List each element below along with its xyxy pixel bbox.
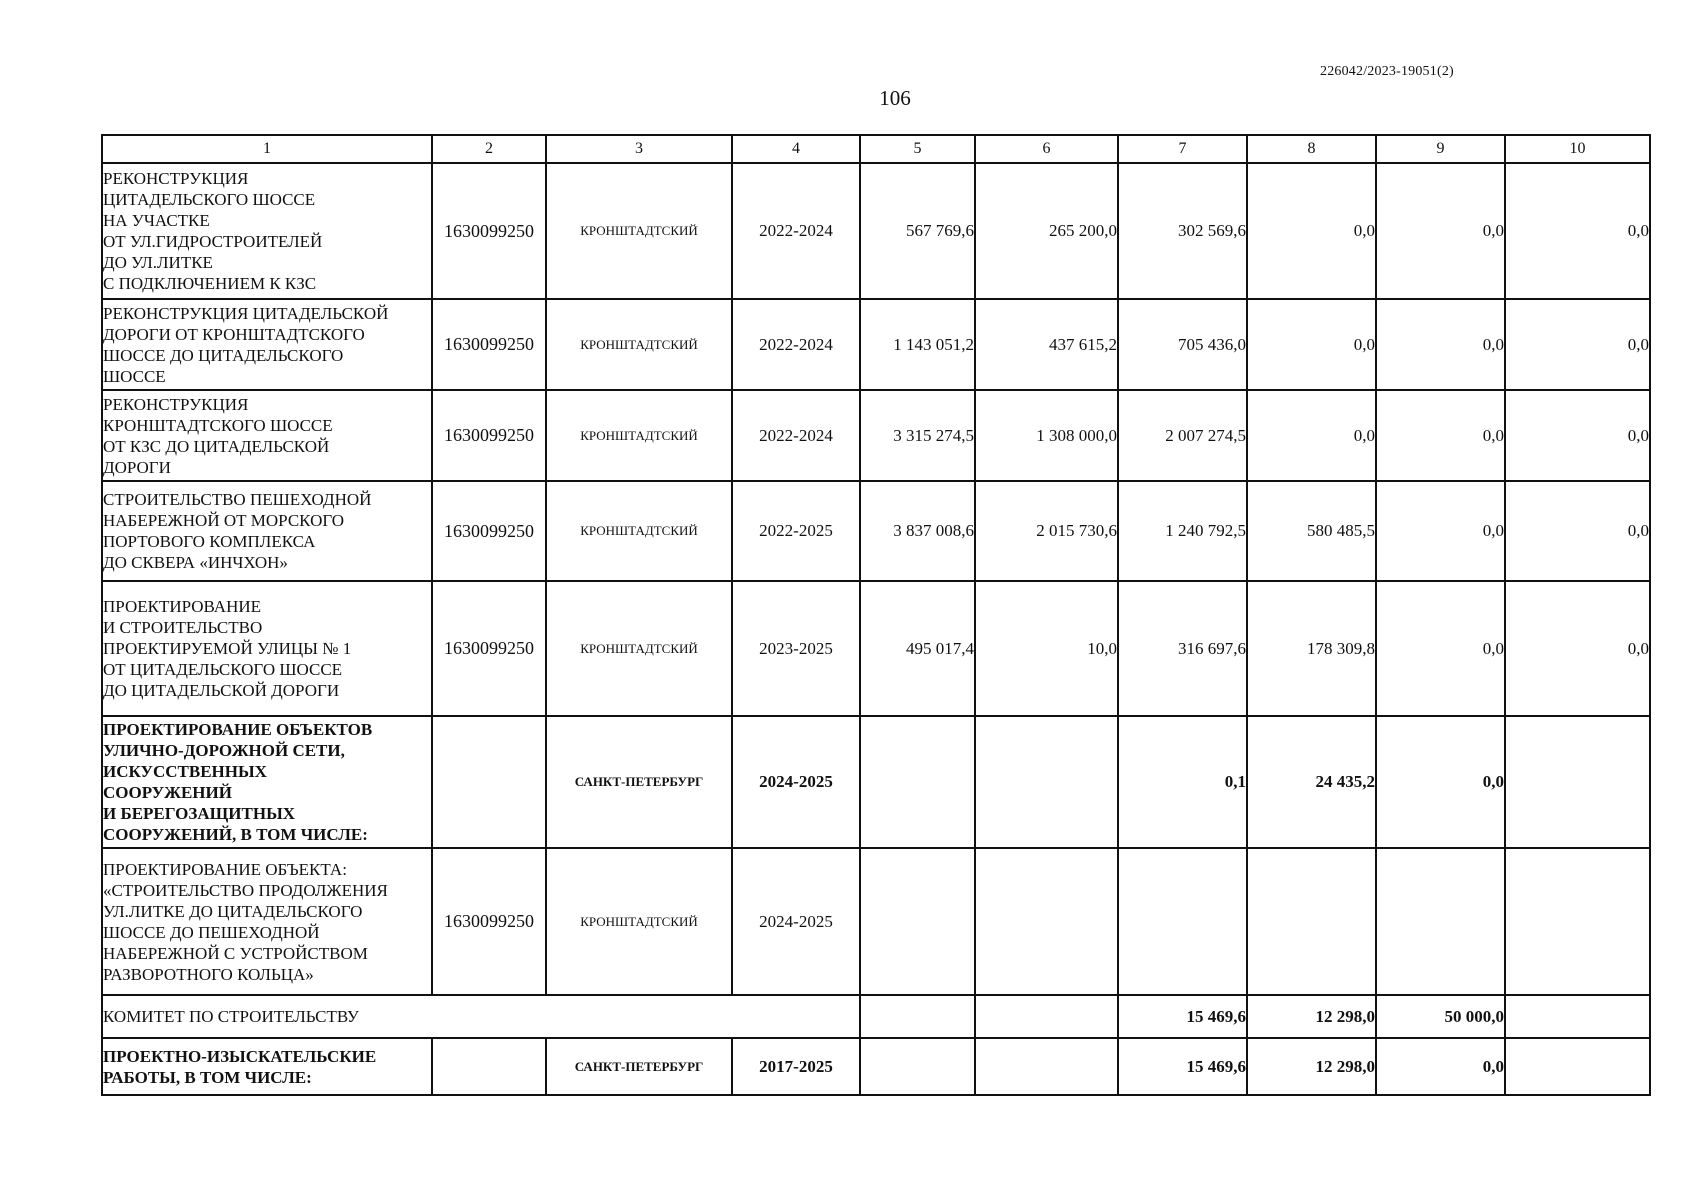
column-number: 5 <box>860 135 975 163</box>
column-number: 1 <box>102 135 432 163</box>
value-col-10: 0,0 <box>1505 163 1650 299</box>
budget-code: 1630099250 <box>432 581 546 716</box>
value-col-8 <box>1247 848 1376 995</box>
object-name: ПРОЕКТНО-ИЗЫСКАТЕЛЬСКИЕ РАБОТЫ, В ТОМ ЧИСЛЕ: <box>103 1046 377 1087</box>
period: 2024-2025 <box>732 716 860 848</box>
value-col-8: 12 298,0 <box>1247 995 1376 1038</box>
survey-row <box>102 1038 1650 1095</box>
period: 2022-2024 <box>732 299 860 390</box>
period: 2022-2024 <box>732 163 860 299</box>
value-col-7: 15 469,6 <box>1118 995 1247 1038</box>
table-row <box>102 848 1650 995</box>
value-col-6 <box>975 995 1118 1038</box>
column-number: 9 <box>1376 135 1505 163</box>
table-row <box>102 163 1650 299</box>
budget-table <box>101 134 1651 1096</box>
table-row <box>102 390 1650 481</box>
object-name: РЕКОНСТРУКЦИЯ ЦИТАДЕЛЬСКОГО ШОССЕ НА УЧАСТКЕ ОТ УЛ.ГИДРОСТРОИТЕЛЕЙ ДО УЛ.ЛИТКЕ С ПОДКЛЮЧЕНИЕМ К КЗС <box>103 169 323 293</box>
value-col-7: 2 007 274,5 <box>1118 390 1247 481</box>
district: КРОНШТАДТСКИЙ <box>546 299 732 390</box>
value-col-10: 0,0 <box>1505 390 1650 481</box>
value-col-7 <box>1118 848 1247 995</box>
value-col-8: 12 298,0 <box>1247 1038 1376 1095</box>
value-col-9: 0,0 <box>1376 481 1505 581</box>
value-col-8: 0,0 <box>1247 390 1376 481</box>
budget-code: 1630099250 <box>432 848 546 995</box>
value-col-6 <box>975 1038 1118 1095</box>
value-col-5: 1 143 051,2 <box>860 299 975 390</box>
budget-code: 1630099250 <box>432 163 546 299</box>
budget-code: 1630099250 <box>432 390 546 481</box>
value-col-7: 302 569,6 <box>1118 163 1247 299</box>
period: 2017-2025 <box>732 1038 860 1095</box>
value-col-7: 316 697,6 <box>1118 581 1247 716</box>
value-col-6: 1 308 000,0 <box>975 390 1118 481</box>
value-col-8: 0,0 <box>1247 163 1376 299</box>
value-col-5: 495 017,4 <box>860 581 975 716</box>
value-col-5 <box>860 1038 975 1095</box>
object-name: ПРОЕКТИРОВАНИЕ ОБЪЕКТОВ УЛИЧНО-ДОРОЖНОЙ СЕТИ, ИСКУССТВЕННЫХ СООРУЖЕНИЙ И БЕРЕГОЗАЩИТНЫХ СООРУЖЕНИЙ, В ТОМ ЧИСЛЕ: <box>103 720 373 844</box>
period: 2024-2025 <box>732 848 860 995</box>
table-row <box>102 481 1650 581</box>
value-col-7: 1 240 792,5 <box>1118 481 1247 581</box>
value-col-9: 0,0 <box>1376 163 1505 299</box>
value-col-10: 0,0 <box>1505 581 1650 716</box>
value-col-6: 265 200,0 <box>975 163 1118 299</box>
value-col-5: 567 769,6 <box>860 163 975 299</box>
value-col-9: 0,0 <box>1376 390 1505 481</box>
value-col-10 <box>1505 716 1650 848</box>
column-number: 3 <box>546 135 732 163</box>
object-name: СТРОИТЕЛЬСТВО ПЕШЕХОДНОЙ НАБЕРЕЖНОЙ ОТ МОРСКОГО ПОРТОВОГО КОМПЛЕКСА ДО СКВЕРА «ИНЧХОН» <box>103 490 372 572</box>
column-number: 8 <box>1247 135 1376 163</box>
column-number: 6 <box>975 135 1118 163</box>
value-col-9: 0,0 <box>1376 581 1505 716</box>
value-col-7: 0,1 <box>1118 716 1247 848</box>
district: САНКТ-ПЕТЕРБУРГ <box>546 1038 732 1095</box>
object-name: РЕКОНСТРУКЦИЯ КРОНШТАДТСКОГО ШОССЕ ОТ КЗС ДО ЦИТАДЕЛЬСКОЙ ДОРОГИ <box>103 394 333 477</box>
table-row <box>102 581 1650 716</box>
value-col-10 <box>1505 995 1650 1038</box>
value-col-9 <box>1376 848 1505 995</box>
column-number: 7 <box>1118 135 1247 163</box>
object-name: ПРОЕКТИРОВАНИЕ И СТРОИТЕЛЬСТВО ПРОЕКТИРУЕМОЙ УЛИЦЫ № 1 ОТ ЦИТАДЕЛЬСКОГО ШОССЕ ДО ЦИТАДЕЛЬСКОЙ ДОРОГИ <box>103 597 352 700</box>
value-col-7: 15 469,6 <box>1118 1038 1247 1095</box>
value-col-10 <box>1505 1038 1650 1095</box>
period: 2022-2025 <box>732 481 860 581</box>
value-col-9: 0,0 <box>1376 1038 1505 1095</box>
budget-code <box>432 1038 546 1095</box>
value-col-5 <box>860 716 975 848</box>
table-row <box>102 299 1650 390</box>
committee-name: КОМИТЕТ ПО СТРОИТЕЛЬСТВУ <box>102 995 860 1038</box>
value-col-6: 2 015 730,6 <box>975 481 1118 581</box>
value-col-6: 10,0 <box>975 581 1118 716</box>
value-col-5 <box>860 995 975 1038</box>
period: 2023-2025 <box>732 581 860 716</box>
value-col-5: 3 837 008,6 <box>860 481 975 581</box>
document-id: 226042/2023-19051(2) <box>1320 64 1454 79</box>
column-number: 10 <box>1505 135 1650 163</box>
district: КРОНШТАДТСКИЙ <box>546 581 732 716</box>
value-col-10: 0,0 <box>1505 299 1650 390</box>
value-col-8: 24 435,2 <box>1247 716 1376 848</box>
district: САНКТ-ПЕТЕРБУРГ <box>546 716 732 848</box>
value-col-8: 580 485,5 <box>1247 481 1376 581</box>
value-col-9: 0,0 <box>1376 716 1505 848</box>
district: КРОНШТАДТСКИЙ <box>546 390 732 481</box>
object-name: ПРОЕКТИРОВАНИЕ ОБЪЕКТА: «СТРОИТЕЛЬСТВО ПРОДОЛЖЕНИЯ УЛ.ЛИТКЕ ДО ЦИТАДЕЛЬСКОГО ШОССЕ ДО ПЕШЕХОДНОЙ НАБЕРЕЖНОЙ С УСТРОЙСТВОМ РАЗВОРОТНОГО КОЛЬЦА» <box>103 859 388 984</box>
period: 2022-2024 <box>732 390 860 481</box>
district: КРОНШТАДТСКИЙ <box>546 481 732 581</box>
table-row <box>102 716 1650 848</box>
budget-code: 1630099250 <box>432 481 546 581</box>
value-col-8: 178 309,8 <box>1247 581 1376 716</box>
value-col-6: 437 615,2 <box>975 299 1118 390</box>
value-col-9: 50 000,0 <box>1376 995 1505 1038</box>
budget-code: 1630099250 <box>432 299 546 390</box>
page-number: 106 <box>879 86 911 110</box>
value-col-8: 0,0 <box>1247 299 1376 390</box>
district: КРОНШТАДТСКИЙ <box>546 163 732 299</box>
budget-code <box>432 716 546 848</box>
column-number: 4 <box>732 135 860 163</box>
committee-row <box>102 995 1650 1038</box>
value-col-10: 0,0 <box>1505 481 1650 581</box>
value-col-6 <box>975 848 1118 995</box>
value-col-9: 0,0 <box>1376 299 1505 390</box>
value-col-10 <box>1505 848 1650 995</box>
object-name: РЕКОНСТРУКЦИЯ ЦИТАДЕЛЬСКОЙ ДОРОГИ ОТ КРОНШТАДТСКОГО ШОССЕ ДО ЦИТАДЕЛЬСКОГО ШОССЕ <box>103 303 389 386</box>
value-col-7: 705 436,0 <box>1118 299 1247 390</box>
value-col-5 <box>860 848 975 995</box>
value-col-5: 3 315 274,5 <box>860 390 975 481</box>
column-number-row <box>102 135 1650 163</box>
district: КРОНШТАДТСКИЙ <box>546 848 732 995</box>
column-number: 2 <box>432 135 546 163</box>
value-col-6 <box>975 716 1118 848</box>
